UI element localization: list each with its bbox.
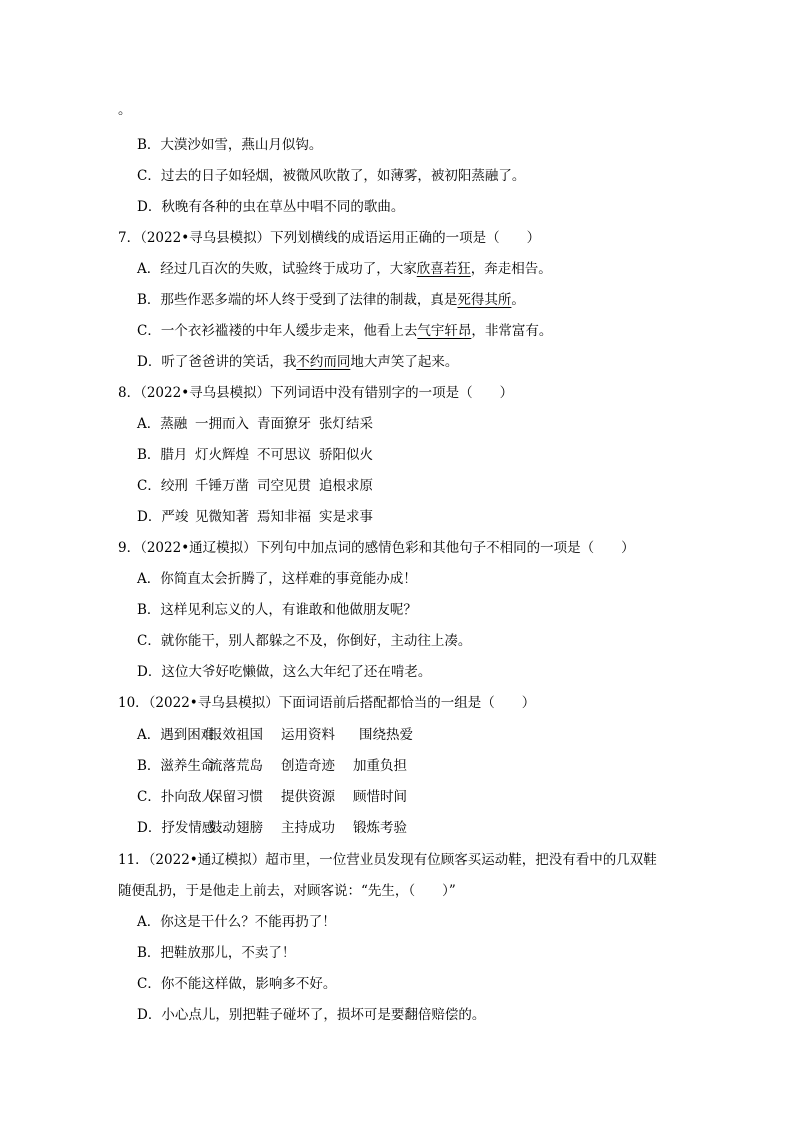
q7-option-c (137, 321, 552, 341)
q8-option-d (137, 507, 373, 527)
q7-c-text: C．一个衣衫褴褛的中年人缓步走来，他看上去 (137, 323, 418, 339)
q10-b-phrase-4: 加重负担 (353, 758, 407, 774)
q7-c-text-end: ，非常富有。 (471, 323, 553, 339)
q6-option-d: D．秋晚有各种的虫在草丛中唱不同的歌曲。 (137, 199, 405, 215)
q7-option-b (137, 290, 525, 310)
q8-c-word-4: 追根求原 (319, 478, 373, 494)
q8-a-word-4: 张灯结采 (319, 416, 373, 432)
q7-option-d (137, 352, 458, 372)
q8-b-word-3: 不可思议 (257, 447, 311, 463)
q11-stem-line-2: 随便乱扔，于是他走上前去，对顾客说：“先生，（ ）” (118, 883, 456, 899)
q8-d-word-1: D．严竣 (137, 509, 189, 525)
q7-a-underlined: 欣喜若狂 (416, 261, 471, 277)
q8-b-word-1: B．腊月 (137, 447, 188, 463)
q7-option-a (137, 259, 552, 279)
q10-a-phrase-2: 报效祖国 (209, 727, 263, 743)
q11-option-c: C．你不能这样做，影响多不好。 (137, 976, 337, 992)
q11-option-a: A．你这是干什么？不能再扔了！ (137, 914, 336, 930)
q8-option-a (137, 414, 373, 434)
q8-b-word-4: 骄阳似火 (319, 447, 373, 463)
q10-d-phrase-2: 鼓动翅膀 (209, 820, 263, 836)
q10-b-phrase-3: 创造奇迹 (281, 758, 335, 774)
q7-b-text-end: 。 (511, 292, 525, 308)
q10-c-phrase-2: 保留习惯 (209, 789, 263, 805)
q8-option-c (137, 476, 373, 496)
q7-a-text-end: ，奔走相告。 (470, 261, 552, 277)
q10-d-phrase-4: 锻炼考验 (353, 820, 407, 836)
q9-option-c: C．就你能干，别人都躲之不及，你倒好，主动往上凑。 (137, 633, 472, 649)
q10-b-phrase-1: B．滋养生命 (137, 758, 215, 774)
q10-c-phrase-4: 顾惜时间 (353, 789, 407, 805)
q9-option-d: D．这位大爷好吃懒做，这么大年纪了还在啃老。 (137, 664, 432, 680)
q8-option-b (137, 445, 373, 465)
q8-stem: 8．（2022•寻乌县模拟）下列词语中没有错别字的一项是（ ） (118, 385, 514, 401)
q10-c-phrase-3: 提供资源 (281, 789, 335, 805)
q10-c-phrase-1: C．扑向敌人 (137, 789, 215, 805)
q10-option-b (137, 756, 407, 776)
top-fragment: 。 (118, 102, 132, 118)
q7-c-underlined: 气宇轩昂 (417, 323, 472, 339)
q11-stem-line-1: 11．（2022•通辽模拟）超市里，一位营业员发现有位顾客买运动鞋，把没有看中的几双鞋 (118, 852, 657, 868)
q10-d-phrase-3: 主持成功 (281, 820, 335, 836)
q8-c-word-2: 千锤万凿 (195, 478, 249, 494)
q7-a-text: A．经过几百次的失败，试验终于成功了，大家 (137, 261, 417, 277)
q8-a-word-1: A．蒸融 (137, 416, 188, 432)
q7-d-text-end: 地大声笑了起来。 (350, 354, 459, 370)
q8-d-word-3: 焉知非福 (257, 509, 311, 525)
q7-b-text: B．那些作恶多端的坏人终于受到了法律的制裁，真是 (137, 292, 458, 308)
q10-stem: 10．（2022•寻乌县模拟）下面词语前后搭配都恰当的一组是（ ） (118, 695, 536, 711)
q10-option-d (137, 818, 407, 838)
q8-c-word-1: C．绞刑 (137, 478, 188, 494)
q10-a-phrase-1: A．遇到困难 (137, 727, 215, 743)
q6-option-c: C．过去的日子如轻烟，被微风吹散了，如薄雾，被初阳蒸融了。 (137, 168, 526, 184)
q8-a-word-3: 青面獠牙 (257, 416, 311, 432)
q8-c-word-3: 司空见贯 (257, 478, 311, 494)
q8-b-word-2: 灯火辉煌 (195, 447, 249, 463)
q10-a-phrase-3: 运用资料 (281, 727, 335, 743)
q6-option-b: B．大漠沙如雪，燕山月似钩。 (137, 137, 323, 153)
q8-d-word-2: 见微知著 (195, 509, 249, 525)
q9-option-b: B．这样见利忘义的人，有谁敢和他做朋友呢？ (137, 602, 417, 618)
q7-d-underlined: 不约而同 (296, 354, 351, 370)
q8-d-word-4: 实是求事 (319, 509, 373, 525)
q9-stem: 9．（2022•通辽模拟）下列句中加点词的感情色彩和其他句子不相同的一项是（ ） (118, 540, 635, 556)
q10-b-phrase-2: 流落荒岛 (209, 758, 263, 774)
q7-stem: 7．（2022•寻乌县模拟）下列划横线的成语运用正确的一项是（ ） (118, 230, 541, 246)
q10-option-a (137, 725, 413, 745)
q8-a-word-2: 一拥而入 (195, 416, 249, 432)
q10-option-c (137, 787, 407, 807)
q7-b-underlined: 死得其所 (457, 292, 512, 308)
q7-d-text: D．听了爸爸讲的笑话，我 (137, 354, 297, 370)
q9-option-a: A．你简直太会折腾了，这样难的事竟能办成！ (137, 571, 417, 587)
q10-d-phrase-1: D．抒发情感 (137, 820, 216, 836)
q10-a-phrase-4: 围绕热爱 (359, 727, 413, 743)
q11-option-b: B．把鞋放那儿，不卖了！ (137, 945, 296, 961)
q11-option-d: D．小心点儿，别把鞋子碰坏了，损坏可是要翻倍赔偿的。 (137, 1007, 486, 1023)
